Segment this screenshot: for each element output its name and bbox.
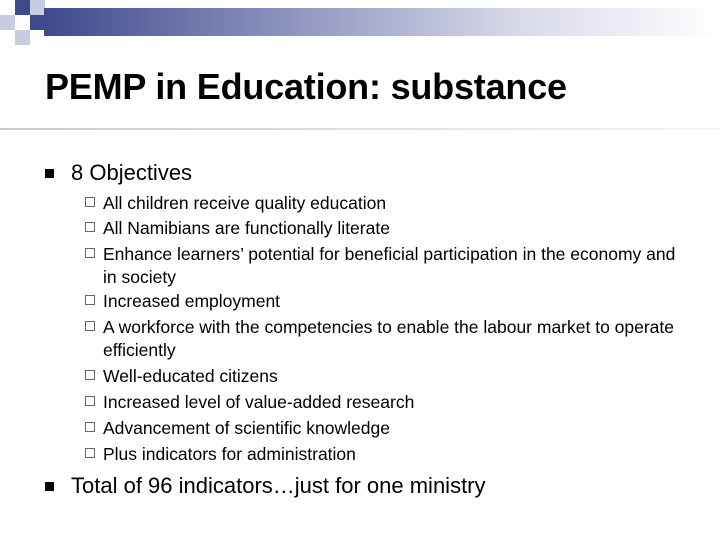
sub-bullet-text: Plus indicators for administration [103,444,356,464]
hollow-square-icon [85,222,95,232]
hollow-square-icon [85,248,95,258]
hollow-square-icon [85,197,95,207]
bullet-text: Total of 96 indicators…just for one ministry [71,473,486,498]
sub-bullet-text: Increased employment [103,291,281,311]
sub-bullet-text: All children receive quality education [103,193,387,213]
sub-bullet-text: All Namibians are functionally literate [103,218,390,238]
filled-square-icon [45,482,54,491]
sub-bullet-text: Well-educated citizens [103,366,278,386]
hollow-square-icon [85,295,95,305]
hollow-square-icon [85,370,95,380]
sub-bullet-text: A workforce with the competencies to enable the labour market to operate efficiently [103,317,675,360]
title-divider [0,128,720,130]
hollow-square-icon [85,321,95,331]
filled-square-icon [45,169,54,178]
hollow-square-icon [85,396,95,406]
sub-bullet-text: Enhance learners’ potential for beneficial participation in the economy and in society [103,244,676,287]
hollow-square-icon [85,448,95,458]
slide-title: PEMP in Education: substance [45,66,567,107]
sub-bullet-text: Increased level of value-added research [103,392,415,412]
sub-bullet-text: Advancement of scientific knowledge [103,418,390,438]
bullet-text: 8 Objectives [71,160,193,185]
hollow-square-icon [85,422,95,432]
header-gradient-band [44,8,720,36]
